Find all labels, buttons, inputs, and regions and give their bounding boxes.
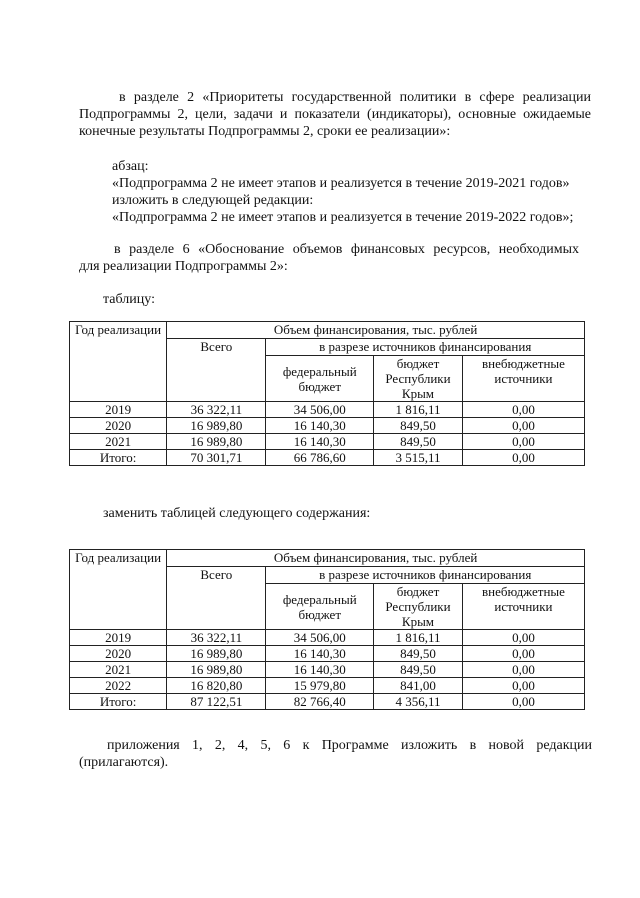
replace-label: заменить таблицей следующего содержания: (103, 506, 371, 521)
cell-year: Итого: (70, 694, 167, 710)
cell-extra: 0,00 (462, 646, 584, 662)
table-row (70, 662, 585, 678)
table-row (70, 402, 585, 418)
paragraph-line: приложения 1, 2, 4, 5, 6 к Программе изложить в новой редакции (107, 738, 592, 753)
cell-crimea: 849,50 (374, 434, 463, 450)
cell-crimea: 849,50 (374, 646, 463, 662)
cell-total: 36 322,11 (167, 402, 266, 418)
cell-crimea: 1 816,11 (374, 402, 463, 418)
header-federal: федеральный бюджет (266, 356, 374, 402)
table-row (70, 678, 585, 694)
cell-extra: 0,00 (462, 402, 584, 418)
cell-extra: 0,00 (462, 434, 584, 450)
cell-federal: 34 506,00 (266, 630, 374, 646)
paragraph-line: в разделе 6 «Обоснование объемов финансовых ресурсов, необходимых (114, 242, 579, 257)
final-paragraph (79, 737, 592, 771)
cell-extra: 0,00 (462, 630, 584, 646)
cell-federal: 66 786,60 (266, 450, 374, 466)
cell-federal: 16 140,30 (266, 418, 374, 434)
abzac-new-text: «Подпрограмма 2 не имеет этапов и реализуется в течение 2019-2022 годов»; (112, 210, 574, 225)
cell-total: 16 989,80 (167, 418, 266, 434)
paragraph-line: для реализации Подпрограммы 2»: (79, 259, 288, 274)
cell-extra: 0,00 (462, 678, 584, 694)
cell-extra: 0,00 (462, 450, 584, 466)
cell-total: 36 322,11 (167, 630, 266, 646)
header-year: Год реализации (70, 322, 167, 402)
cell-year: 2020 (70, 418, 167, 434)
cell-crimea: 1 816,11 (374, 630, 463, 646)
header-extra: внебюджетные источники (462, 356, 584, 402)
cell-federal: 15 979,80 (266, 678, 374, 694)
cell-federal: 16 140,30 (266, 646, 374, 662)
header-year: Год реализации (70, 550, 167, 630)
abzac-block (112, 158, 592, 226)
header-extra: внебюджетные источники (462, 584, 584, 630)
cell-year: 2021 (70, 662, 167, 678)
abzac-instruction: изложить в следующей редакции: (112, 193, 314, 208)
header-total: Всего (167, 567, 266, 630)
abzac-label: абзац: (112, 159, 149, 174)
table-row (70, 418, 585, 434)
cell-total: 16 989,80 (167, 646, 266, 662)
header-total: Всего (167, 339, 266, 402)
cell-year: 2020 (70, 646, 167, 662)
abzac-old-text: «Подпрограмма 2 не имеет этапов и реализуется в течение 2019-2021 годов» (112, 176, 570, 191)
cell-crimea: 4 356,11 (374, 694, 463, 710)
header-volume: Объем финансирования, тыс. рублей (167, 322, 585, 339)
cell-federal: 16 140,30 (266, 434, 374, 450)
header-crimea: бюджет Республики Крым (374, 584, 463, 630)
cell-total: 70 301,71 (167, 450, 266, 466)
cell-year: Итого: (70, 450, 167, 466)
cell-total: 16 820,80 (167, 678, 266, 694)
cell-extra: 0,00 (462, 694, 584, 710)
cell-extra: 0,00 (462, 662, 584, 678)
paragraph-section-2 (79, 89, 591, 140)
table-label: таблицу: (103, 292, 155, 307)
cell-total: 87 122,51 (167, 694, 266, 710)
header-sources: в разрезе источников финансирования (266, 339, 585, 356)
cell-year: 2021 (70, 434, 167, 450)
cell-crimea: 3 515,11 (374, 450, 463, 466)
header-sources: в разрезе источников финансирования (266, 567, 585, 584)
cell-crimea: 849,50 (374, 662, 463, 678)
table-row-total (70, 450, 585, 466)
header-crimea: бюджет Республики Крым (374, 356, 463, 402)
cell-total: 16 989,80 (167, 434, 266, 450)
table-row-total (70, 694, 585, 710)
table-row (70, 630, 585, 646)
cell-crimea: 841,00 (374, 678, 463, 694)
cell-federal: 82 766,40 (266, 694, 374, 710)
cell-year: 2019 (70, 402, 167, 418)
paragraph-line: конечные результаты Подпрограммы 2, сроки ее реализации»: (79, 124, 451, 139)
header-federal: федеральный бюджет (266, 584, 374, 630)
paragraph-line: Подпрограммы 2, цели, задачи и показатели (индикаторы), основные ожидаемые (79, 107, 591, 122)
paragraph-section-6 (79, 241, 579, 275)
header-volume: Объем финансирования, тыс. рублей (167, 550, 585, 567)
paragraph-line: (прилагаются). (79, 755, 169, 770)
paragraph-line: в разделе 2 «Приоритеты государственной политики в сфере реализации (119, 90, 591, 105)
cell-federal: 34 506,00 (266, 402, 374, 418)
table-row (70, 646, 585, 662)
cell-extra: 0,00 (462, 418, 584, 434)
cell-total: 16 989,80 (167, 662, 266, 678)
table-row (70, 434, 585, 450)
table-new (69, 549, 585, 710)
cell-crimea: 849,50 (374, 418, 463, 434)
cell-federal: 16 140,30 (266, 662, 374, 678)
cell-year: 2022 (70, 678, 167, 694)
table-old (69, 321, 585, 466)
cell-year: 2019 (70, 630, 167, 646)
